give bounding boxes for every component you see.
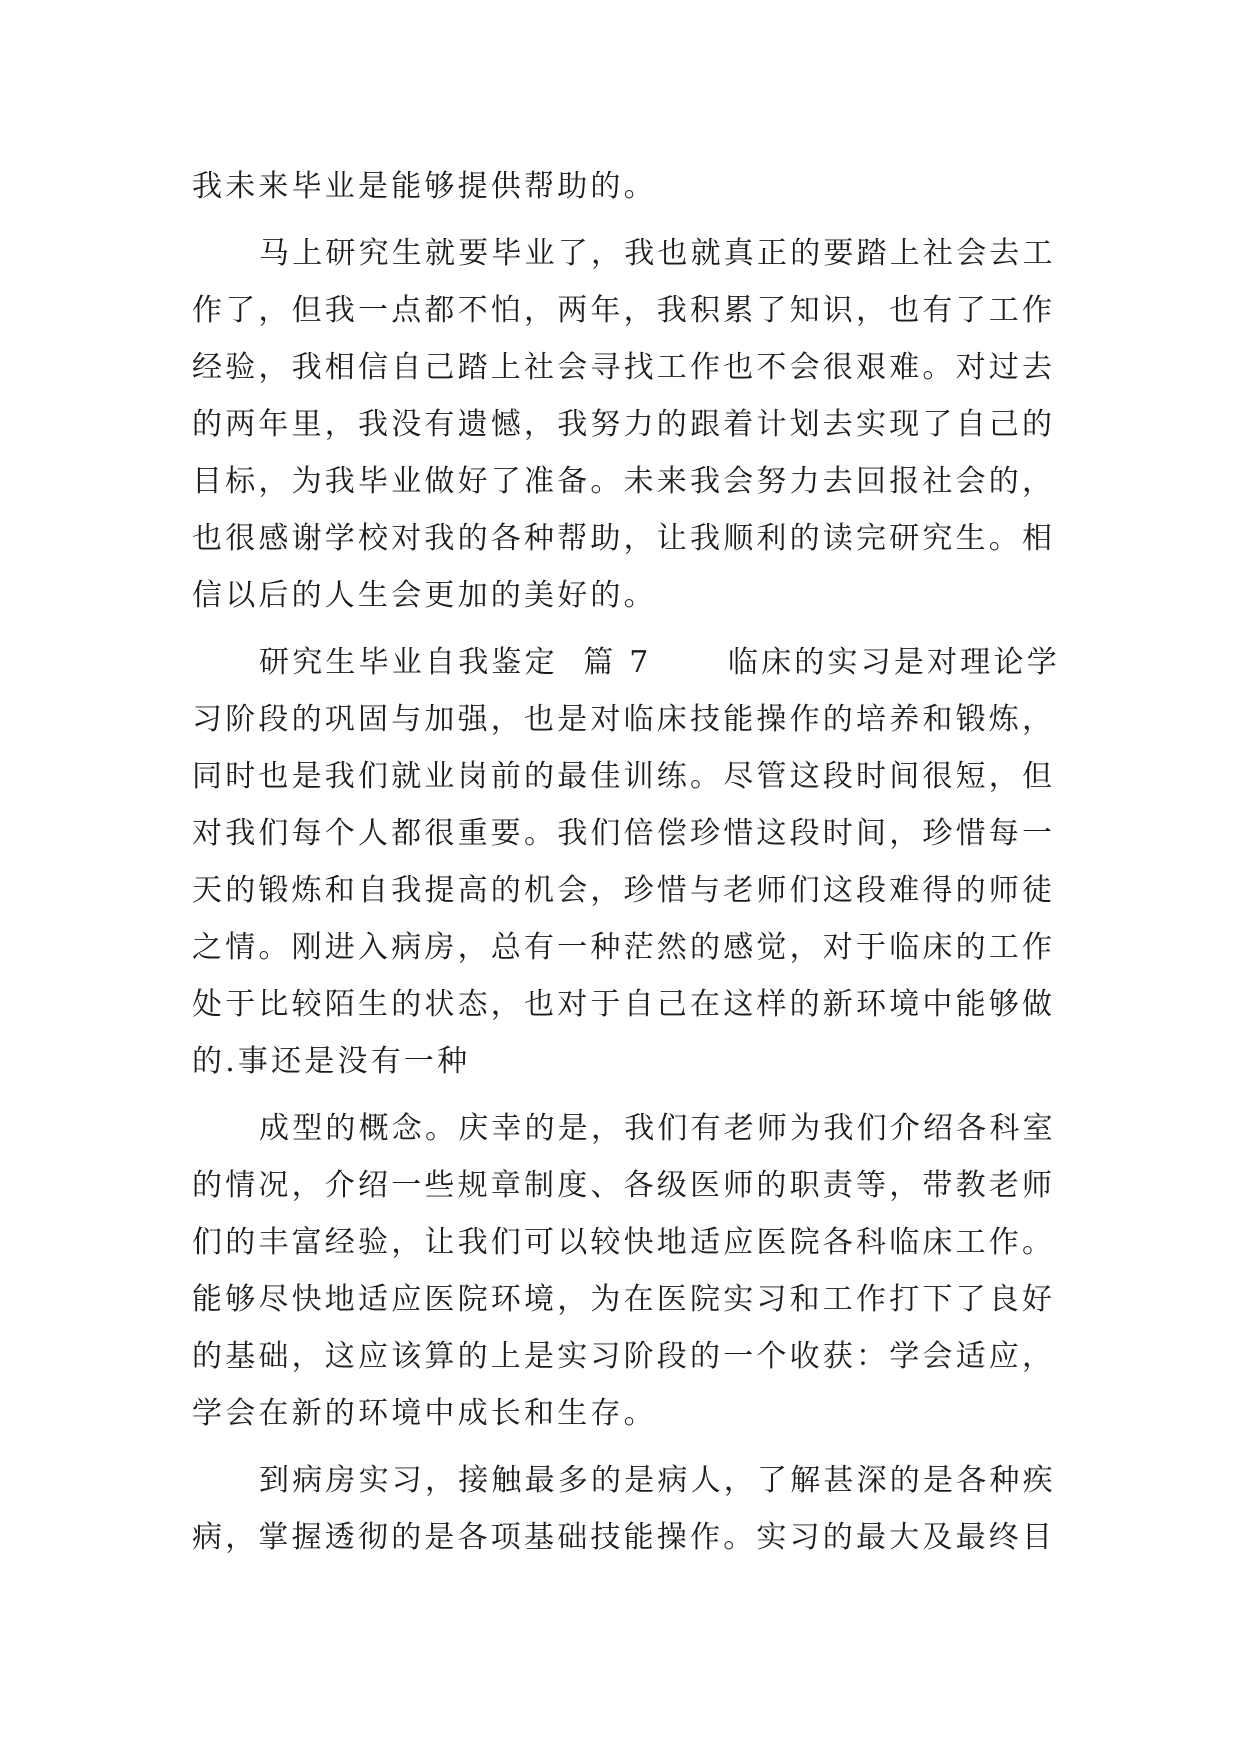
text-line: 信以后的人生会更加的美好的。: [192, 578, 657, 613]
text-line: 目标，为我毕业做好了准备。未来我会努力去回报社会的，: [192, 464, 1056, 499]
text-line: 的两年里，我没有遗憾，我努力的跟着计划去实现了自己的: [192, 407, 1056, 442]
text-line: 习阶段的巩固与加强，也是对临床技能操作的培养和锻炼，: [192, 702, 1056, 737]
text-line: 作了，但我一点都不怕，两年，我积累了知识，也有了工作: [192, 293, 1056, 328]
text-line: 天的锻炼和自我提高的机会，珍惜与老师们这段难得的师徒: [192, 873, 1056, 908]
text-line: 我未来毕业是能够提供帮助的。: [192, 169, 657, 204]
paragraph-start-line: 马上研究生就要毕业了，我也就真正的要踏上社会去工: [259, 236, 1056, 271]
section-heading-line: 研究生毕业自我鉴定 篇 7 临床的实习是对理论学: [259, 645, 1060, 680]
text-line: 学会在新的环境中成长和生存。: [192, 1396, 657, 1431]
text-line: 的情况，介绍一些规章制度、各级医师的职责等，带教老师: [192, 1168, 1056, 1203]
text-line: 之情。刚进入病房，总有一种茫然的感觉，对于临床的工作: [192, 930, 1056, 965]
text-line: 们的丰富经验，让我们可以较快地适应医院各科临床工作。: [192, 1225, 1056, 1260]
paragraph-start-line: 到病房实习，接触最多的是病人，了解甚深的是各种疾: [259, 1463, 1056, 1498]
document-body: [192, 158, 1067, 1566]
text-line: 经验，我相信自己踏上社会寻找工作也不会很艰难。对过去: [192, 350, 1056, 385]
text-line: 对我们每个人都很重要。我们倍偿珍惜这段时间，珍惜每一: [192, 816, 1056, 851]
paragraph-start-line: 成型的概念。庆幸的是，我们有老师为我们介绍各科室: [259, 1111, 1056, 1146]
text-line: 能够尽快地适应医院环境，为在医院实习和工作打下了良好: [192, 1282, 1056, 1317]
text-line: 处于比较陌生的状态，也对于自己在这样的新环境中能够做: [192, 987, 1056, 1022]
text-line: 的基础，这应该算的上是实习阶段的一个收获：学会适应，: [192, 1339, 1056, 1374]
text-line: 的.事还是没有一种: [192, 1044, 471, 1079]
text-line: 也很感谢学校对我的各种帮助，让我顺利的读完研究生。相: [192, 521, 1056, 556]
text-line: 同时也是我们就业岗前的最佳训练。尽管这段时间很短，但: [192, 759, 1056, 794]
text-line: 病，掌握透彻的是各项基础技能操作。实习的最大及最终目: [192, 1520, 1056, 1555]
